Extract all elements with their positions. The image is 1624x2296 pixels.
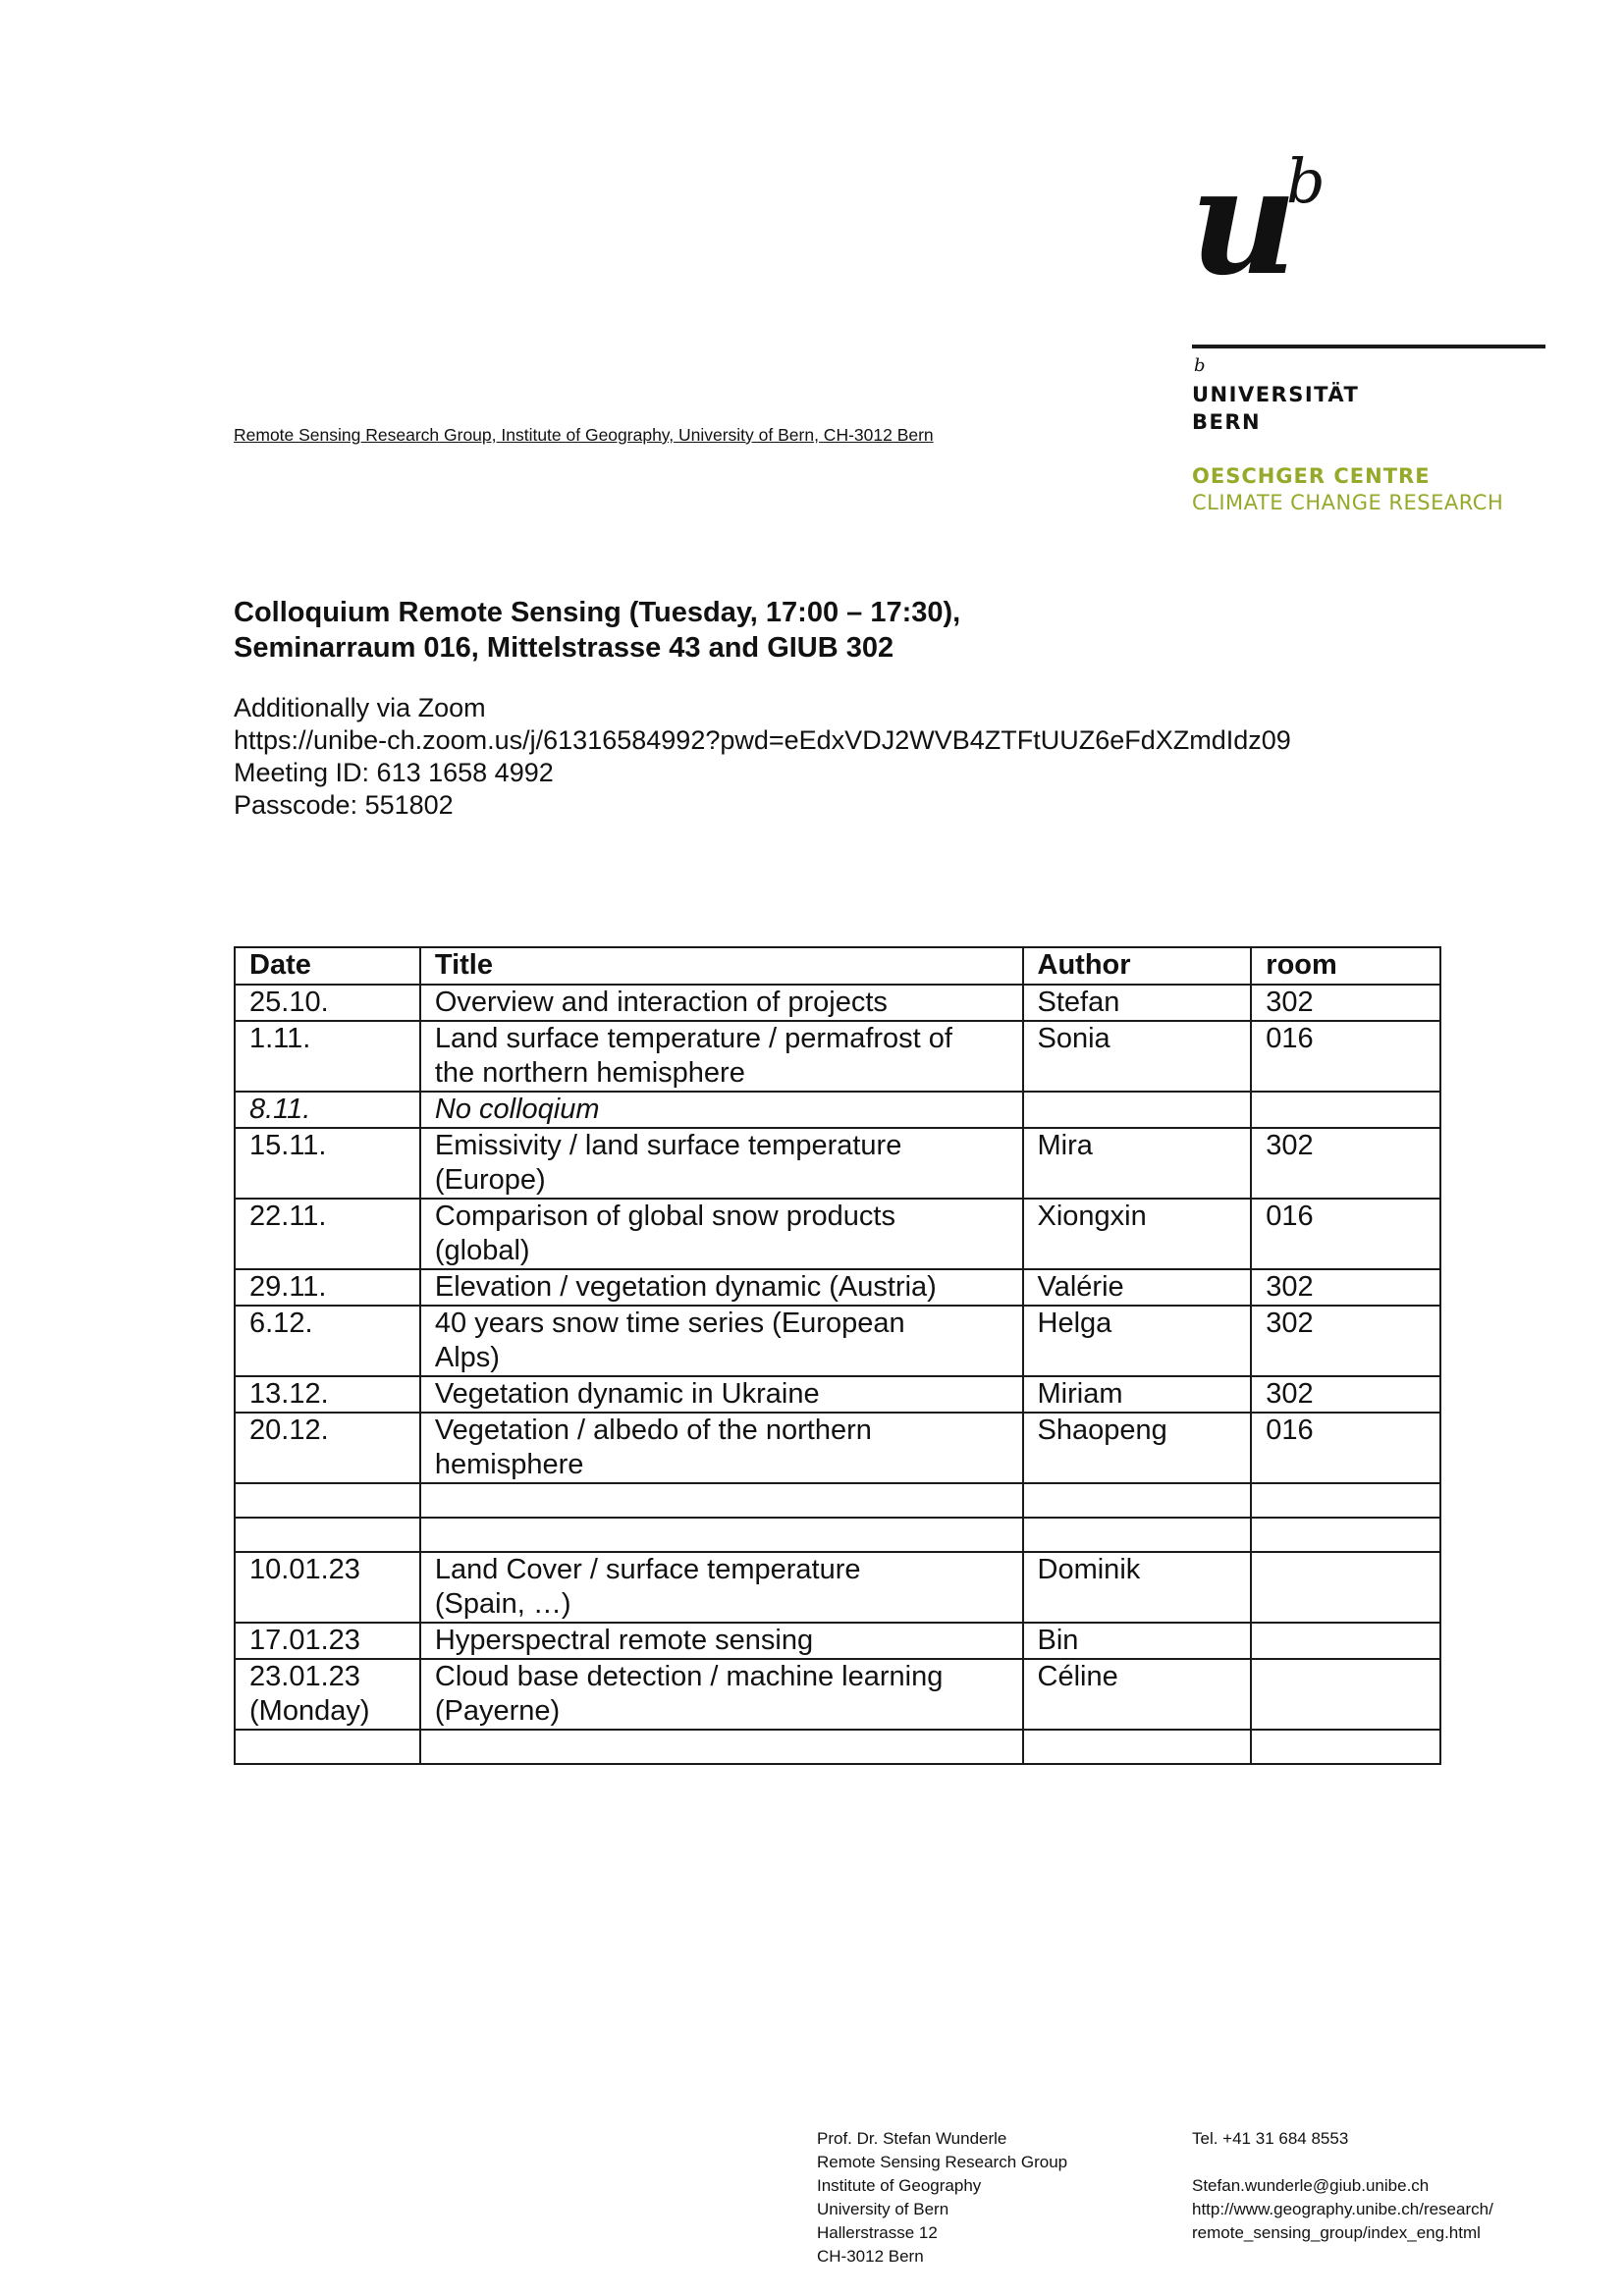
date-cell bbox=[235, 1483, 420, 1518]
date-cell: 23.01.23 (Monday) bbox=[235, 1659, 420, 1730]
table-row bbox=[235, 1269, 1440, 1306]
header-date: Date bbox=[235, 947, 420, 985]
header-room: room bbox=[1251, 947, 1440, 985]
room-cell: 302 bbox=[1251, 1306, 1440, 1376]
table-row bbox=[235, 1021, 1440, 1092]
date-cell bbox=[235, 1730, 420, 1764]
date-cell bbox=[235, 1518, 420, 1552]
room-cell: 016 bbox=[1251, 1021, 1440, 1092]
table-row bbox=[235, 1092, 1440, 1128]
zoom-passcode: Passcode: 551802 bbox=[234, 790, 454, 820]
room-cell: 302 bbox=[1251, 1128, 1440, 1199]
table-row bbox=[235, 1306, 1440, 1376]
table-row bbox=[235, 1518, 1440, 1552]
author-cell: Stefan bbox=[1023, 985, 1252, 1021]
footer-address-line: Remote Sensing Research Group bbox=[817, 2153, 1068, 2171]
author-cell: Sonia bbox=[1023, 1021, 1252, 1092]
date-cell: 8.11. bbox=[235, 1092, 420, 1128]
heading-line1: Colloquium Remote Sensing (Tuesday, 17:00 – 17:30), bbox=[234, 597, 961, 628]
table-row bbox=[235, 1623, 1440, 1659]
footer-contact-line: Tel. +41 31 684 8553 bbox=[1192, 2129, 1349, 2148]
table-row bbox=[235, 1483, 1440, 1518]
title-cell: Vegetation dynamic in Ukraine bbox=[420, 1376, 1023, 1413]
footer-contact-line[interactable]: remote_sensing_group/index_eng.html bbox=[1192, 2223, 1481, 2242]
table-row bbox=[235, 1128, 1440, 1199]
date-cell: 20.12. bbox=[235, 1413, 420, 1483]
centre-name-line1: OESCHGER CENTRE bbox=[1192, 464, 1431, 488]
title-cell bbox=[420, 1730, 1023, 1764]
date-cell: 6.12. bbox=[235, 1306, 420, 1376]
heading-line2: Seminarraum 016, Mittelstrasse 43 and GIUB 302 bbox=[234, 632, 894, 664]
room-cell bbox=[1251, 1623, 1440, 1659]
author-cell: Helga bbox=[1023, 1306, 1252, 1376]
table-row bbox=[235, 1199, 1440, 1269]
author-cell: Valérie bbox=[1023, 1269, 1252, 1306]
date-cell: 13.12. bbox=[235, 1376, 420, 1413]
footer-contact-line[interactable]: Stefan.wunderle@giub.unibe.ch bbox=[1192, 2176, 1430, 2195]
title-cell: Cloud base detection / machine learning (Payerne) bbox=[420, 1659, 1023, 1730]
title-cell: Land Cover / surface temperature (Spain, …) bbox=[420, 1552, 1023, 1623]
author-cell: Céline bbox=[1023, 1659, 1252, 1730]
date-cell: 29.11. bbox=[235, 1269, 420, 1306]
table-row bbox=[235, 985, 1440, 1021]
header-title: Title bbox=[420, 947, 1023, 985]
room-cell bbox=[1251, 1483, 1440, 1518]
date-cell: 10.01.23 bbox=[235, 1552, 420, 1623]
title-cell: Overview and interaction of projects bbox=[420, 985, 1023, 1021]
logo-u-glyph: u bbox=[1190, 147, 1298, 285]
table-body bbox=[235, 985, 1440, 1764]
title-cell bbox=[420, 1518, 1023, 1552]
header-author: Author bbox=[1023, 947, 1252, 985]
author-cell: Bin bbox=[1023, 1623, 1252, 1659]
zoom-url[interactable]: https://unibe-ch.zoom.us/j/61316584992?pwd=eEdxVDJ2WVB4ZTFtUUZ6eFdXZmdIdz09 bbox=[234, 725, 1291, 755]
title-cell: No colloqium bbox=[420, 1092, 1023, 1128]
footer-address-line: Hallerstrasse 12 bbox=[817, 2223, 938, 2242]
zoom-intro: Additionally via Zoom bbox=[234, 693, 486, 722]
title-cell: 40 years snow time series (European Alps) bbox=[420, 1306, 1023, 1376]
title-cell: Hyperspectral remote sensing bbox=[420, 1623, 1023, 1659]
room-cell bbox=[1251, 1730, 1440, 1764]
table-row bbox=[235, 1413, 1440, 1483]
logo-small-b: b bbox=[1194, 355, 1206, 376]
footer-address bbox=[817, 2127, 1067, 2269]
author-cell bbox=[1023, 1092, 1252, 1128]
logo-b-glyph: b bbox=[1286, 147, 1326, 217]
university-name-line1: UNIVERSITÄT bbox=[1192, 383, 1360, 406]
sender-address-line: Remote Sensing Research Group, Institute of Geography, University of Bern, CH-3012 Bern bbox=[234, 425, 934, 445]
centre-name-line2: CLIMATE CHANGE RESEARCH bbox=[1192, 491, 1504, 514]
author-cell bbox=[1023, 1518, 1252, 1552]
room-cell bbox=[1251, 1518, 1440, 1552]
footer-address-line: Institute of Geography bbox=[817, 2176, 982, 2195]
title-cell: Vegetation / albedo of the northern hemisphere bbox=[420, 1413, 1023, 1483]
footer-address-line: University of Bern bbox=[817, 2200, 949, 2218]
footer-contact-line bbox=[1192, 2151, 1493, 2174]
author-cell: Xiongxin bbox=[1023, 1199, 1252, 1269]
author-cell: Miriam bbox=[1023, 1376, 1252, 1413]
room-cell: 302 bbox=[1251, 1269, 1440, 1306]
date-cell: 17.01.23 bbox=[235, 1623, 420, 1659]
title-cell: Land surface temperature / permafrost of the northern hemisphere bbox=[420, 1021, 1023, 1092]
table-row bbox=[235, 1552, 1440, 1623]
room-cell: 016 bbox=[1251, 1199, 1440, 1269]
title-cell: Emissivity / land surface temperature (Europe) bbox=[420, 1128, 1023, 1199]
title-cell: Comparison of global snow products (global) bbox=[420, 1199, 1023, 1269]
table-row bbox=[235, 1376, 1440, 1413]
table-row bbox=[235, 1659, 1440, 1730]
author-cell: Mira bbox=[1023, 1128, 1252, 1199]
footer-contact-line[interactable]: http://www.geography.unibe.ch/research/ bbox=[1192, 2200, 1493, 2218]
room-cell: 302 bbox=[1251, 985, 1440, 1021]
date-cell: 25.10. bbox=[235, 985, 420, 1021]
room-cell: 302 bbox=[1251, 1376, 1440, 1413]
title-cell bbox=[420, 1483, 1023, 1518]
date-cell: 22.11. bbox=[235, 1199, 420, 1269]
room-cell: 016 bbox=[1251, 1413, 1440, 1483]
colloquium-schedule-table bbox=[234, 946, 1441, 1765]
university-logo-mark bbox=[1190, 147, 1367, 285]
footer-contact bbox=[1192, 2127, 1493, 2245]
footer-address-line: Prof. Dr. Stefan Wunderle bbox=[817, 2129, 1007, 2148]
date-cell: 15.11. bbox=[235, 1128, 420, 1199]
author-cell bbox=[1023, 1483, 1252, 1518]
room-cell bbox=[1251, 1552, 1440, 1623]
table-header-row bbox=[235, 947, 1440, 985]
title-cell: Elevation / vegetation dynamic (Austria) bbox=[420, 1269, 1023, 1306]
footer-address-line: CH-3012 Bern bbox=[817, 2247, 924, 2266]
author-cell: Dominik bbox=[1023, 1552, 1252, 1623]
zoom-meeting-id: Meeting ID: 613 1658 4992 bbox=[234, 758, 554, 787]
date-cell: 1.11. bbox=[235, 1021, 420, 1092]
author-cell bbox=[1023, 1730, 1252, 1764]
logo-divider bbox=[1192, 345, 1545, 348]
room-cell bbox=[1251, 1659, 1440, 1730]
room-cell bbox=[1251, 1092, 1440, 1128]
university-name-line2: BERN bbox=[1192, 410, 1262, 434]
author-cell: Shaopeng bbox=[1023, 1413, 1252, 1483]
table-row bbox=[235, 1730, 1440, 1764]
